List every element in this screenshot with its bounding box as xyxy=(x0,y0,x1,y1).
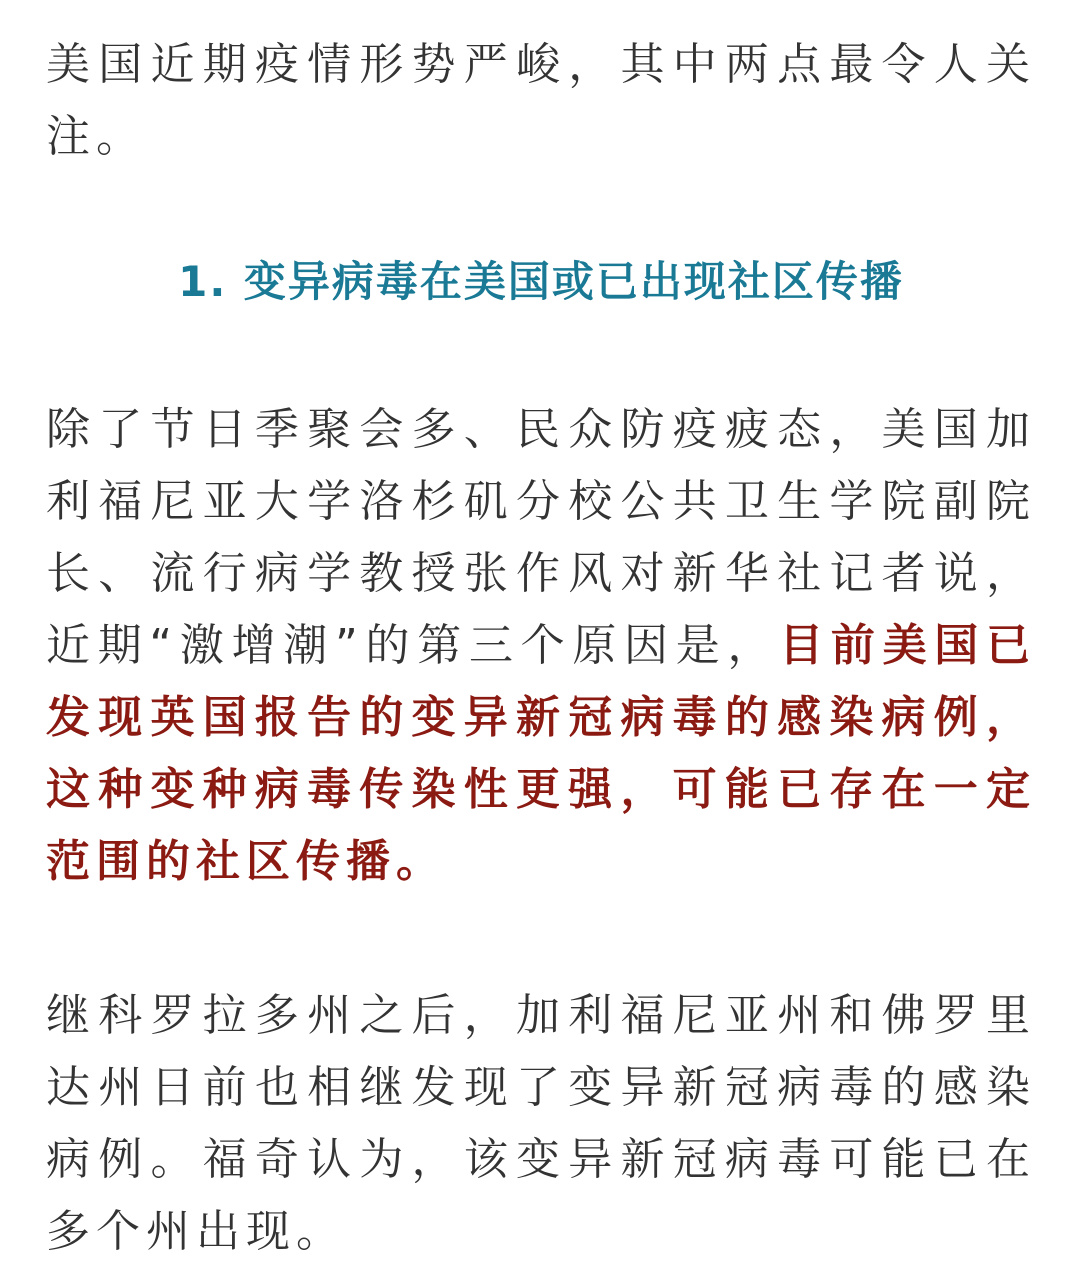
intro-paragraph: 美国近期疫情形势严峻，其中两点最令人关注。 xyxy=(46,39,1036,162)
emphasized-text: 目前美国已发现英国报告的变异新冠病毒的感染病例，这种变种病毒传染性更强，可能已存在一定范围的社区传播。 xyxy=(46,620,1037,887)
body-paragraph xyxy=(46,394,1036,898)
body-paragraph-text: 除了节日季聚会多、民众防疫疲态，美国加利福尼亚大学洛杉矶分校公共卫生学院副院长、流行病学教授张作风对新华社记者说，近期“激增潮”的第三个原因是， xyxy=(46,404,1036,671)
section-heading: 1. 变异病毒在美国或已出现社区传播 xyxy=(178,257,904,306)
closing-paragraph: 继科罗拉多州之后，加利福尼亚州和佛罗里达州日前也相继发现了变异新冠病毒的感染病例。福奇认为，该变异新冠病毒可能已在多个州出现。 xyxy=(46,990,1036,1257)
